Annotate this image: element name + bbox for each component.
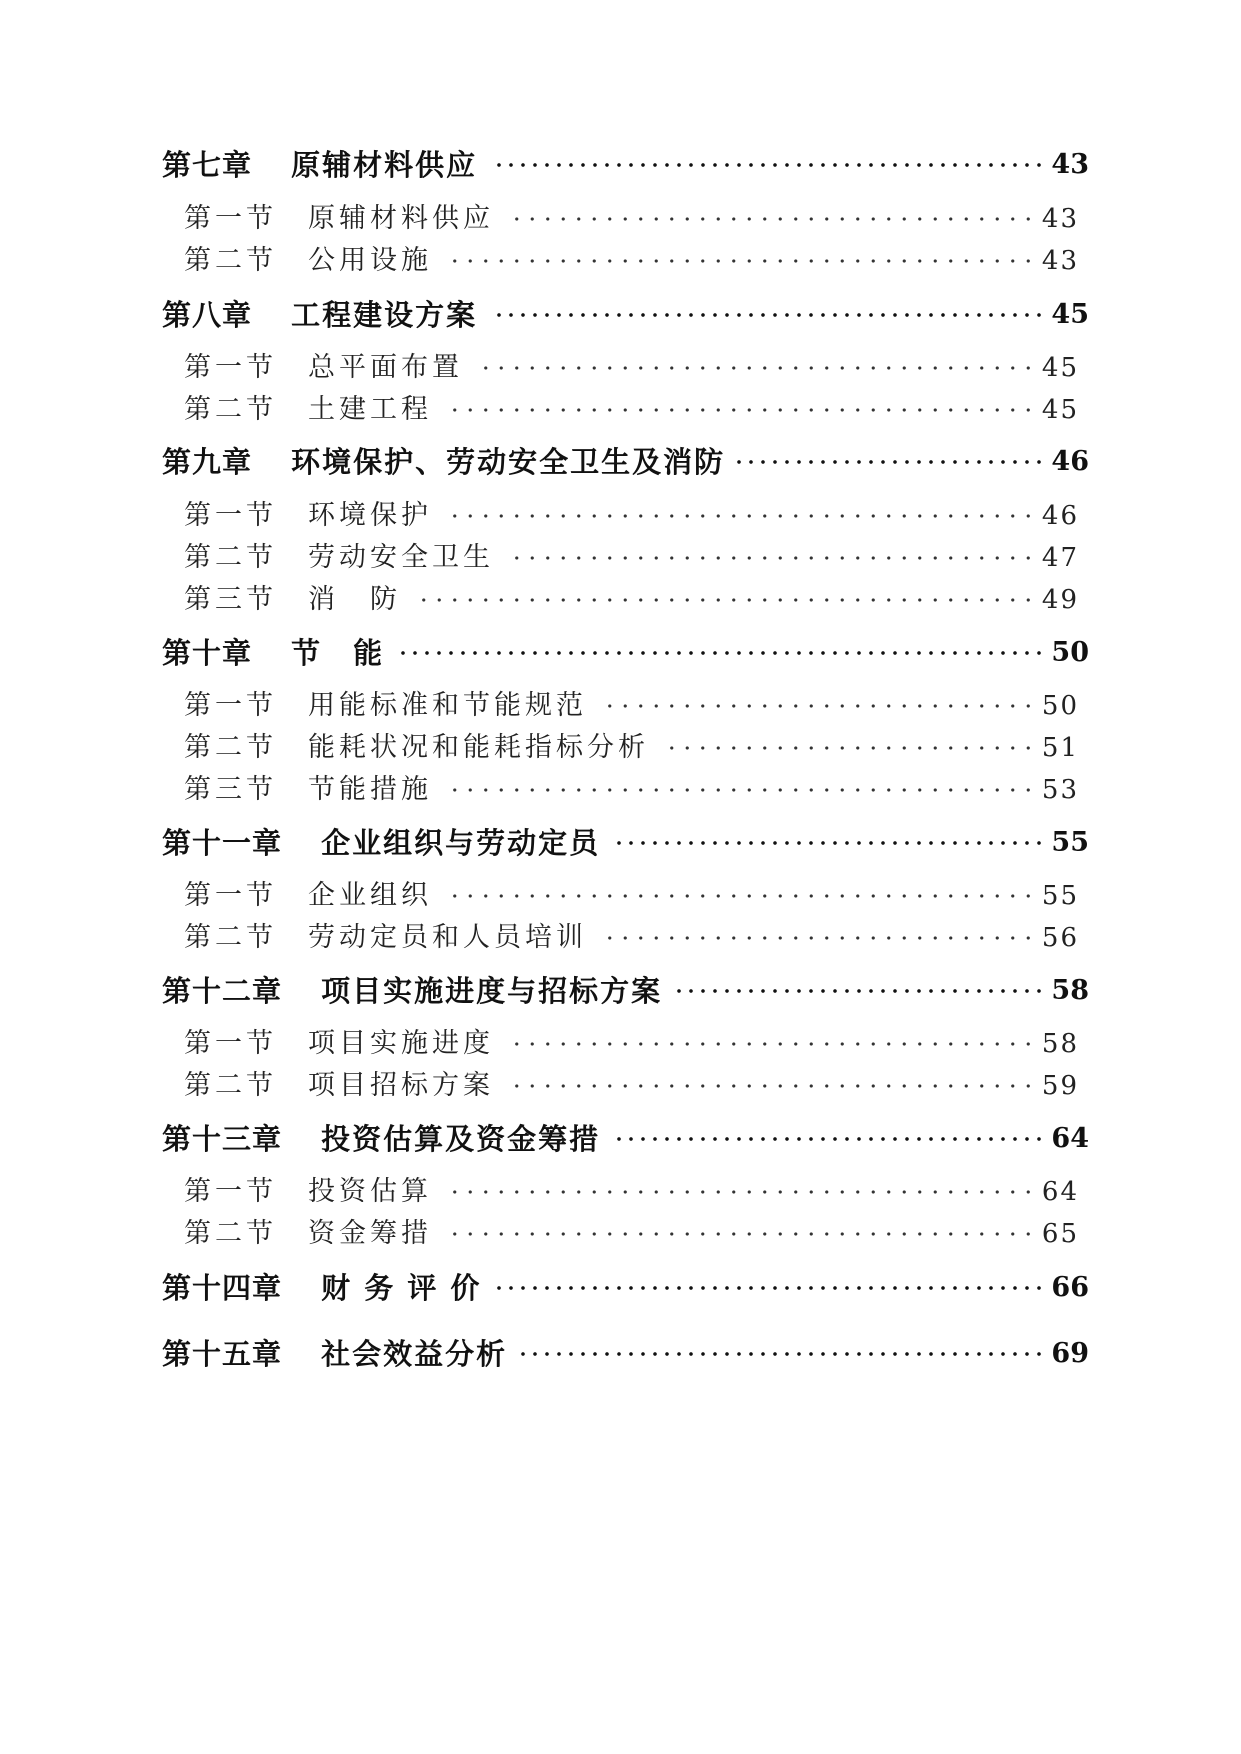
toc-leader-dots bbox=[599, 703, 1036, 709]
toc-section-entry[interactable] bbox=[0, 390, 1241, 430]
toc-entry-label bbox=[184, 686, 587, 726]
toc-section-entry[interactable] bbox=[0, 1024, 1241, 1064]
toc-leader-dots bbox=[444, 787, 1036, 793]
toc-leader-dots bbox=[475, 365, 1036, 371]
toc-entry-title: 劳动安全卫生 bbox=[308, 542, 494, 573]
toc-entry-number: 第一节 bbox=[184, 1028, 277, 1059]
toc-chapter-entry[interactable] bbox=[0, 442, 1241, 482]
toc-leader-dots bbox=[506, 1083, 1036, 1089]
toc-entry-number: 第一节 bbox=[184, 690, 277, 721]
toc-page-number: 64 bbox=[1041, 1177, 1079, 1207]
toc-entry-label bbox=[184, 770, 432, 810]
toc-leader-dots bbox=[493, 1285, 1045, 1291]
toc-entry-number: 第三节 bbox=[184, 774, 277, 805]
toc-page-number: 56 bbox=[1041, 923, 1079, 953]
toc-page-number: 45 bbox=[1041, 395, 1079, 425]
toc-leader-dots bbox=[444, 893, 1036, 899]
toc-entry-number: 第二节 bbox=[184, 394, 277, 425]
toc-entry-number: 第一节 bbox=[184, 203, 277, 234]
toc-entry-number: 第十五章 bbox=[162, 1337, 283, 1371]
toc-entry-label bbox=[162, 1268, 481, 1308]
toc-entry-title: 消 防 bbox=[308, 584, 401, 615]
toc-entry-label bbox=[184, 728, 649, 768]
toc-entry-label bbox=[184, 1214, 432, 1254]
toc-page-number: 58 bbox=[1041, 1029, 1079, 1059]
toc-entry-title: 财 务 评 价 bbox=[321, 1271, 482, 1305]
toc-entry-number: 第二节 bbox=[184, 732, 277, 763]
toc-entry-title: 投资估算及资金筹措 bbox=[321, 1122, 601, 1156]
toc-page-number: 59 bbox=[1041, 1071, 1079, 1101]
toc-entry-label bbox=[162, 823, 600, 863]
toc-page-number: 45 bbox=[1051, 299, 1089, 330]
toc-entry-number: 第十章 bbox=[162, 636, 253, 670]
toc-section-entry[interactable] bbox=[0, 496, 1241, 536]
toc-entry-number: 第一节 bbox=[184, 1176, 277, 1207]
toc-leader-dots bbox=[413, 597, 1036, 603]
toc-section-entry[interactable] bbox=[0, 1214, 1241, 1254]
toc-entry-label bbox=[184, 876, 432, 916]
toc-entry-label bbox=[162, 1334, 507, 1374]
toc-page-number: 49 bbox=[1041, 585, 1079, 615]
toc-entry-title: 原辅材料供应 bbox=[291, 148, 478, 182]
toc-leader-dots bbox=[506, 1041, 1036, 1047]
toc-entry-label bbox=[184, 390, 432, 430]
toc-entry-title: 资金筹措 bbox=[308, 1218, 432, 1249]
toc-entry-number: 第八章 bbox=[162, 298, 253, 332]
toc-entry-number: 第二节 bbox=[184, 1218, 277, 1249]
toc-entry-label bbox=[184, 1172, 432, 1212]
toc-leader-dots bbox=[489, 312, 1045, 318]
toc-entry-number: 第十三章 bbox=[162, 1122, 283, 1156]
toc-entry-title: 土建工程 bbox=[308, 394, 432, 425]
toc-entry-number: 第二节 bbox=[184, 542, 277, 573]
toc-page-number: 64 bbox=[1051, 1123, 1089, 1154]
toc-page-number: 55 bbox=[1051, 827, 1089, 858]
toc-entry-title: 环境保护 bbox=[308, 500, 432, 531]
toc-section-entry[interactable] bbox=[0, 199, 1241, 239]
toc-entry-title: 原辅材料供应 bbox=[308, 203, 494, 234]
toc-section-entry[interactable] bbox=[0, 770, 1241, 810]
toc-page-number: 50 bbox=[1041, 691, 1079, 721]
toc-entry-number: 第一节 bbox=[184, 880, 277, 911]
toc-entry-number: 第九章 bbox=[162, 445, 253, 479]
toc-leader-dots bbox=[444, 513, 1036, 519]
toc-entry-number: 第三节 bbox=[184, 584, 277, 615]
toc-entry-title: 社会效益分析 bbox=[321, 1337, 508, 1371]
toc-section-entry[interactable] bbox=[0, 918, 1241, 958]
toc-section-entry[interactable] bbox=[0, 1066, 1241, 1106]
toc-entry-title: 项目招标方案 bbox=[308, 1070, 494, 1101]
toc-entry-label bbox=[184, 199, 494, 239]
toc-entry-label bbox=[162, 442, 725, 482]
toc-entry-label bbox=[184, 580, 401, 620]
toc-leader-dots bbox=[737, 459, 1045, 465]
toc-entry-title: 环境保护、劳动安全卫生及消防 bbox=[291, 445, 726, 479]
toc-entry-number: 第二节 bbox=[184, 1070, 277, 1101]
toc-entry-title: 企业组织 bbox=[308, 880, 432, 911]
toc-entry-number: 第十二章 bbox=[162, 974, 283, 1008]
toc-leader-dots bbox=[599, 935, 1036, 941]
toc-chapter-entry[interactable] bbox=[0, 971, 1241, 1011]
toc-page-number: 46 bbox=[1051, 446, 1089, 477]
toc-leader-dots bbox=[612, 1136, 1045, 1142]
toc-entry-title: 劳动定员和人员培训 bbox=[308, 922, 587, 953]
toc-entry-label bbox=[184, 241, 432, 281]
toc-chapter-entry[interactable] bbox=[0, 823, 1241, 863]
toc-entry-label bbox=[184, 1066, 494, 1106]
toc-page-number: 50 bbox=[1051, 637, 1089, 668]
toc-entry-title: 项目实施进度与招标方案 bbox=[321, 974, 663, 1008]
toc-leader-dots bbox=[506, 216, 1036, 222]
toc-entry-label bbox=[162, 633, 384, 673]
toc-entry-title: 节 能 bbox=[291, 636, 385, 670]
toc-leader-dots bbox=[519, 1351, 1045, 1357]
toc-page-number: 43 bbox=[1041, 246, 1079, 276]
toc-entry-label bbox=[184, 918, 587, 958]
toc-entry-title: 企业组织与劳动定员 bbox=[321, 826, 601, 860]
toc-entry-title: 用能标准和节能规范 bbox=[308, 690, 587, 721]
toc-leader-dots bbox=[444, 1231, 1036, 1237]
toc-entry-title: 能耗状况和能耗指标分析 bbox=[308, 732, 649, 763]
toc-page-number: 45 bbox=[1041, 353, 1079, 383]
toc-leader-dots bbox=[506, 555, 1036, 561]
toc-entry-label bbox=[162, 1119, 600, 1159]
toc-entry-title: 公用设施 bbox=[308, 245, 432, 276]
toc-section-entry[interactable] bbox=[0, 348, 1241, 388]
toc-page-number: 47 bbox=[1041, 543, 1079, 573]
toc-entry-label bbox=[184, 1024, 494, 1064]
toc-page-number: 46 bbox=[1041, 501, 1079, 531]
toc-page-number: 58 bbox=[1051, 975, 1089, 1006]
toc-page-number: 51 bbox=[1041, 733, 1079, 763]
toc-page-number: 65 bbox=[1041, 1219, 1079, 1249]
toc-leader-dots bbox=[444, 407, 1036, 413]
toc-page-number: 69 bbox=[1051, 1338, 1089, 1369]
toc-entry-number: 第七章 bbox=[162, 148, 253, 182]
toc-entry-label bbox=[184, 348, 463, 388]
toc-entry-number: 第一节 bbox=[184, 500, 277, 531]
toc-entry-title: 项目实施进度 bbox=[308, 1028, 494, 1059]
toc-entry-number: 第二节 bbox=[184, 922, 277, 953]
toc-entry-number: 第十一章 bbox=[162, 826, 283, 860]
toc-chapter-entry[interactable] bbox=[0, 633, 1241, 673]
toc-section-entry[interactable] bbox=[0, 728, 1241, 768]
toc-chapter-entry[interactable] bbox=[0, 1119, 1241, 1159]
toc-chapter-entry[interactable] bbox=[0, 1268, 1241, 1308]
toc-section-entry[interactable] bbox=[0, 1172, 1241, 1212]
toc-section-entry[interactable] bbox=[0, 538, 1241, 578]
toc-entry-number: 第十四章 bbox=[162, 1271, 283, 1305]
toc-chapter-entry[interactable] bbox=[0, 145, 1241, 185]
toc-page-number: 43 bbox=[1041, 204, 1079, 234]
toc-entry-label bbox=[184, 496, 432, 536]
toc-chapter-entry[interactable] bbox=[0, 295, 1241, 335]
toc-entry-label bbox=[162, 145, 477, 185]
toc-entry-label bbox=[184, 538, 494, 578]
toc-entry-title: 投资估算 bbox=[308, 1176, 432, 1207]
toc-entry-number: 第二节 bbox=[184, 245, 277, 276]
toc-entry-title: 节能措施 bbox=[308, 774, 432, 805]
toc-page-number: 55 bbox=[1041, 881, 1079, 911]
toc-entry-title: 总平面布置 bbox=[308, 352, 463, 383]
toc-section-entry[interactable] bbox=[0, 580, 1241, 620]
toc-leader-dots bbox=[674, 988, 1045, 994]
toc-entry-title: 工程建设方案 bbox=[291, 298, 478, 332]
toc-leader-dots bbox=[489, 162, 1045, 168]
toc-leader-dots bbox=[444, 258, 1036, 264]
toc-section-entry[interactable] bbox=[0, 686, 1241, 726]
toc-leader-dots bbox=[444, 1189, 1036, 1195]
toc-section-entry[interactable] bbox=[0, 876, 1241, 916]
toc-page-number: 43 bbox=[1051, 149, 1089, 180]
toc-leader-dots bbox=[612, 840, 1045, 846]
toc-entry-label bbox=[162, 295, 477, 335]
toc-leader-dots bbox=[661, 745, 1036, 751]
toc-leader-dots bbox=[396, 650, 1045, 656]
toc-section-entry[interactable] bbox=[0, 241, 1241, 281]
toc-page-number: 66 bbox=[1051, 1272, 1089, 1303]
toc-chapter-entry[interactable] bbox=[0, 1334, 1241, 1374]
toc-page-number: 53 bbox=[1041, 775, 1079, 805]
toc-entry-number: 第一节 bbox=[184, 352, 277, 383]
toc-entry-label bbox=[162, 971, 662, 1011]
